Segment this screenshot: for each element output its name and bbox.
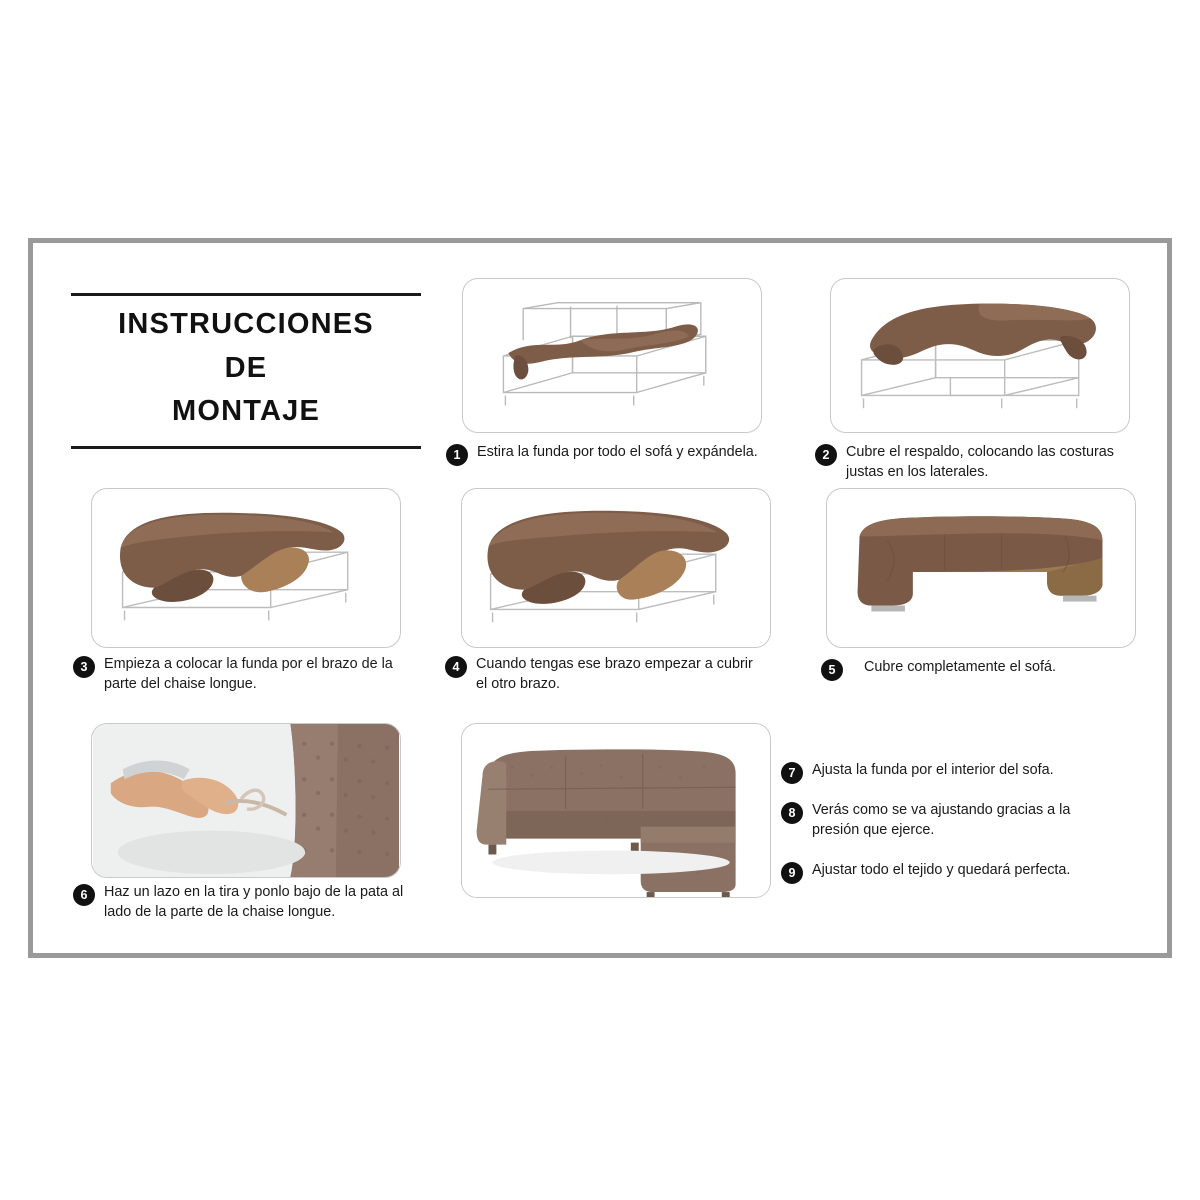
step-6-text: Haz un lazo en la tira y ponlo bajo de la pata al lado de la parte de la chaise longue.	[104, 884, 404, 920]
step-4	[445, 655, 765, 695]
illustration-panel-5	[826, 488, 1136, 648]
step-3-number: 3	[73, 656, 95, 678]
title-line-3: MONTAJE	[171, 394, 321, 427]
step-5	[821, 658, 1131, 681]
title-rule-bottom	[71, 446, 421, 449]
step-1-text: Estira la funda por todo el sofá y expándela.	[477, 444, 758, 460]
step-2-number: 2	[815, 444, 837, 466]
step-4-text: Cuando tengas ese brazo empezar a cubrir el otro brazo.	[476, 656, 753, 692]
step-9	[781, 861, 1111, 884]
sofa-fully-covered-icon	[827, 489, 1135, 647]
title-line-1: INSTRUCCIONES	[118, 308, 374, 340]
step-7-text: Ajusta la funda por el interior del sofa.	[812, 762, 1054, 778]
step-5-text: Cubre completamente el sofá.	[864, 659, 1056, 675]
sofa-chaise-with-cover-stretched-icon	[463, 279, 761, 432]
step-6	[73, 883, 413, 923]
instruction-sheet	[28, 238, 1172, 958]
hands-tying-strap-photo-icon	[92, 724, 400, 877]
illustration-panel-3	[91, 488, 401, 648]
title-line-2: DE	[224, 352, 268, 385]
step-7-number: 7	[781, 762, 803, 784]
step-6-number: 6	[73, 884, 95, 906]
step-2-text: Cubre el respaldo, colocando las costuras justas en los laterales.	[846, 444, 1114, 480]
step-1	[446, 443, 776, 466]
illustration-panel-7	[461, 723, 771, 898]
sofa-cover-over-other-arm-icon	[462, 489, 770, 647]
step-8-number: 8	[781, 802, 803, 824]
step-7	[781, 761, 1111, 784]
illustration-panel-2	[830, 278, 1130, 433]
step-1-number: 1	[446, 444, 468, 466]
step-4-number: 4	[445, 656, 467, 678]
step-8	[781, 801, 1101, 841]
step-3-text: Empieza a colocar la funda por el brazo de la parte del chaise longue.	[104, 656, 393, 692]
page-title	[71, 293, 421, 449]
step-2	[815, 443, 1140, 483]
illustration-panel-6	[91, 723, 401, 878]
illustration-panel-4	[461, 488, 771, 648]
step-5-number: 5	[821, 659, 843, 681]
illustration-panel-1	[462, 278, 762, 433]
finished-sofa-photo-icon	[462, 724, 770, 897]
step-9-number: 9	[781, 862, 803, 884]
sofa-backrest-covered-icon	[831, 279, 1129, 432]
step-9-text: Ajustar todo el tejido y quedará perfecta.	[812, 862, 1071, 878]
step-8-text: Verás como se va ajustando gracias a la presión que ejerce.	[812, 802, 1071, 838]
step-3	[73, 655, 408, 695]
sofa-cover-over-chaise-arm-icon	[92, 489, 400, 647]
